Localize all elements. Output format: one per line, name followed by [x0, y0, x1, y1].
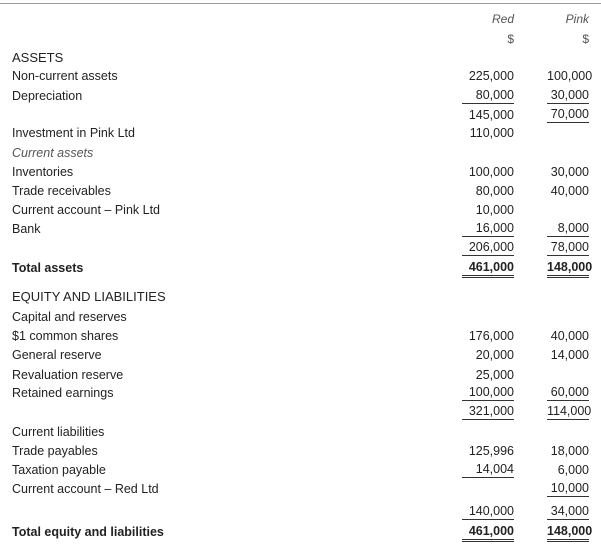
- red-value: 461,000: [462, 523, 514, 542]
- red-value: 225,000: [468, 69, 514, 83]
- row-label: Trade payables: [12, 444, 98, 458]
- red-value: 125,996: [468, 444, 514, 458]
- red-value: 206,000: [462, 239, 514, 256]
- row-inventories: [0, 163, 601, 181]
- pink-value: 60,000: [547, 384, 589, 401]
- row-trade-receivables: [0, 182, 601, 200]
- row-general-reserve: [0, 346, 601, 364]
- red-value: 20,000: [475, 348, 514, 362]
- row-label: Depreciation: [12, 89, 83, 103]
- row-current-liabilities-total: [0, 503, 601, 521]
- currency-pink: $: [582, 32, 589, 46]
- red-value: 321,000: [462, 403, 514, 420]
- pink-value: 40,000: [550, 184, 589, 198]
- row-label: General reserve: [12, 348, 102, 362]
- row-depreciation: [0, 87, 601, 105]
- row-current-assets-total: [0, 239, 601, 257]
- red-value: 16,000: [462, 220, 514, 237]
- pink-value: 10,000: [547, 480, 589, 497]
- capital-heading: Capital and reserves: [12, 310, 127, 324]
- current-liabilities-heading-row: [0, 423, 601, 441]
- pink-value: 8,000: [547, 220, 589, 237]
- row-taxation-payable: [0, 461, 601, 479]
- row-label: Current account – Red Ltd: [12, 482, 159, 496]
- top-rule: [0, 3, 601, 4]
- row-label: Bank: [12, 222, 41, 236]
- pink-value: 100,000: [547, 69, 593, 83]
- pink-value: 34,000: [547, 503, 589, 520]
- column-header-pink: Pink: [565, 12, 589, 26]
- capital-heading-row: [0, 308, 601, 326]
- pink-value: 70,000: [547, 106, 589, 123]
- pink-value: 14,000: [550, 348, 589, 362]
- pink-value: 18,000: [550, 444, 589, 458]
- current-liabilities-heading: Current liabilities: [12, 425, 105, 439]
- row-label: Current account – Pink Ltd: [12, 203, 160, 217]
- pink-value: 148,000: [547, 259, 589, 278]
- row-current-account-pink: [0, 201, 601, 219]
- red-value: 145,000: [468, 108, 514, 122]
- row-trade-payables: [0, 442, 601, 460]
- red-value: 100,000: [468, 165, 514, 179]
- pink-value: 30,000: [547, 87, 589, 104]
- pink-value: 148,000: [547, 523, 589, 542]
- red-value: 140,000: [462, 503, 514, 520]
- red-value: 461,000: [462, 259, 514, 278]
- red-value: 80,000: [475, 184, 514, 198]
- red-value: 110,000: [469, 126, 514, 140]
- current-assets-heading: Current assets: [12, 146, 94, 160]
- row-bank: [0, 220, 601, 238]
- assets-heading: ASSETS: [12, 50, 64, 65]
- row-capital-total: [0, 403, 601, 421]
- red-value: 80,000: [462, 87, 514, 104]
- pink-value: 78,000: [547, 239, 589, 256]
- row-label: $1 common shares: [12, 329, 119, 343]
- equity-heading: EQUITY AND LIABILITIES: [12, 289, 166, 304]
- red-value: 10,000: [475, 203, 514, 217]
- current-assets-heading-row: [0, 144, 601, 162]
- pink-value: 6,000: [557, 463, 589, 477]
- equity-heading-row: [0, 288, 601, 306]
- row-label: Inventories: [12, 165, 74, 179]
- row-label: Total equity and liabilities: [12, 525, 164, 539]
- column-header-row: [0, 10, 601, 28]
- red-value: 25,000: [475, 368, 514, 382]
- currency-red: $: [507, 32, 514, 46]
- assets-heading-row: [0, 49, 601, 67]
- column-header-red: Red: [491, 12, 514, 26]
- row-label: Total assets: [12, 261, 84, 275]
- red-value: 14,004: [462, 461, 514, 478]
- red-value: 100,000: [462, 384, 514, 401]
- row-label: Retained earnings: [12, 386, 114, 400]
- row-total-assets: [0, 259, 601, 277]
- row-label: Non-current assets: [12, 69, 118, 83]
- red-value: 176,000: [468, 329, 514, 343]
- row-retained-earnings: [0, 384, 601, 402]
- row-label: Investment in Pink Ltd: [12, 126, 135, 140]
- row-common-shares: [0, 327, 601, 345]
- row-current-account-red: [0, 480, 601, 498]
- row-net-non-current: [0, 106, 601, 124]
- row-label: Revaluation reserve: [12, 368, 124, 382]
- row-total-equity-liabilities: [0, 523, 601, 541]
- row-label: Trade receivables: [12, 184, 111, 198]
- pink-value: 114,000: [547, 404, 592, 418]
- row-non-current-assets: [0, 67, 601, 85]
- row-investment: [0, 124, 601, 142]
- row-label: Taxation payable: [12, 463, 106, 477]
- currency-row: [0, 30, 601, 48]
- row-revaluation-reserve: [0, 366, 601, 384]
- pink-value: 40,000: [550, 329, 589, 343]
- pink-value: 30,000: [550, 165, 589, 179]
